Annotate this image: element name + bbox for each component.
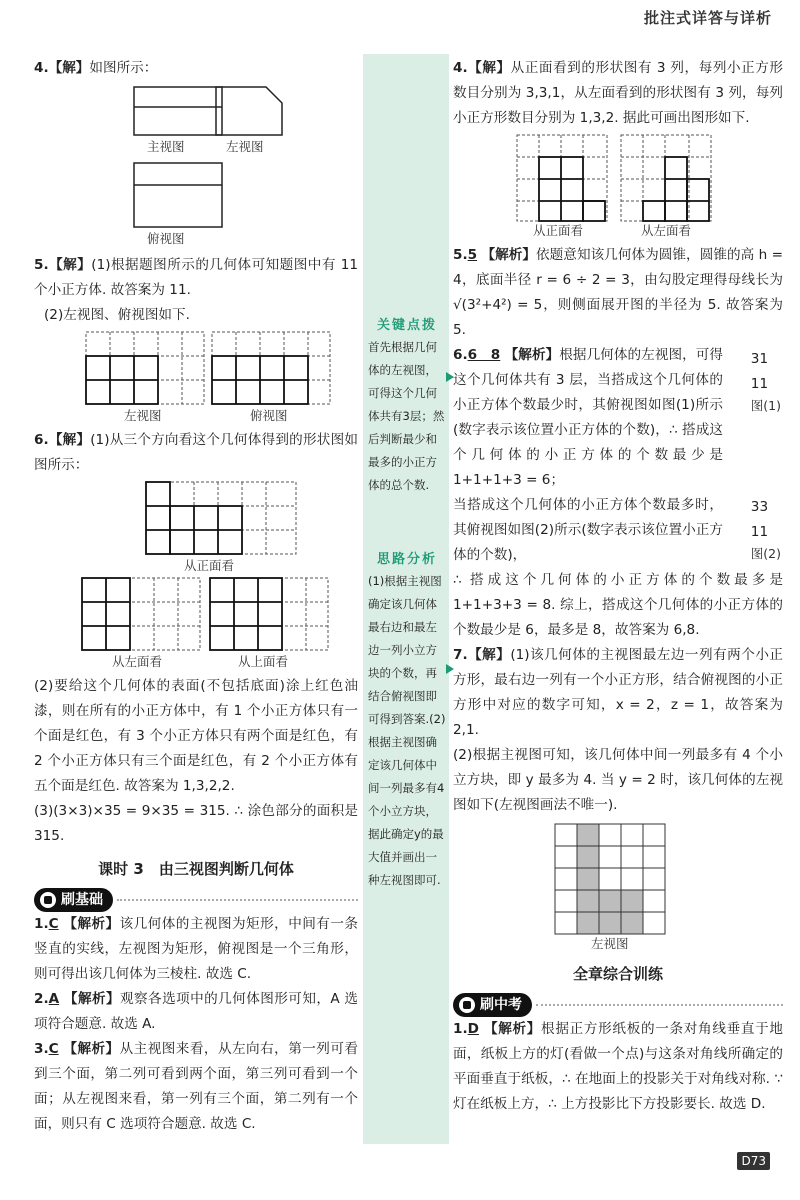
basic-q1: 1.C 【解析】该几何体的主视图为矩形，中间有一条竖直的实线，左视图为矩形，俯视图是一个三角形，则可得出该几何体为三棱柱. 故选 C.	[34, 916, 358, 982]
note-thinking	[366, 550, 448, 892]
basic-q2: 2.A 【解析】观察各选项中的几何体图形可知，A 选项符合题意. 故选 A.	[34, 991, 359, 1032]
r-q6-part2: 当搭成这个几何体的小正方体个数最多时，其俯视图如图(2)所示(数字表示该位置小正方体的个数)，	[453, 497, 723, 563]
q4-figures	[34, 81, 358, 249]
r-question-4: 4.【解】从正面看到的形状图有 3 列，每列小正方形数目分别为 3,3,1，从左面看到的形状图有 3 列，每列小正方形数目分别为 1,3,2. 据此可画出图形如下.	[453, 60, 784, 126]
question-4: 4.【解】如图所示：	[34, 60, 158, 76]
r-q4-caption-left: 从左面看	[641, 223, 692, 238]
r-q4-figures	[453, 131, 783, 243]
brush-icon	[459, 997, 475, 1013]
r-question-6: 6.6 8 【解析】根据几何体的左视图，可得这个几何体共有 3 层，当搭成这个几何体的小正方体个数最少时，其俯视图如图(1)所示(数字表示该位置小正方体的个数)，∴ 搭成这个几何体的小正方体的个数最少是 1+1+1+3 = 6； 3 1 1 1 图(1) 当搭成这个几何体的小正方体个数最多时，其俯视图如图(2)所示(数字表示该位置小正方体的个数)， 3 3 1 1 图(2) ∴ 搭成这个几何体的小正方体的个数最多是 1+1+3+3 = 8. 综上，搭成这个几何体的小正方体的个数最少是 6，最多是 8，故答案为 6,8.	[453, 343, 783, 643]
r-q6-fig1	[751, 347, 781, 415]
q5-figures	[34, 328, 358, 428]
q5-part2: (2)左视图、俯视图如下.	[44, 307, 190, 323]
basic-q3: 3.C 【解析】从主视图来看，从左向右，第一列可看到三个面，第二列可看到两个面，第三列可看到一个面；从左视图来看，第一列有三个面，第二列有一个面，则只有 C 选项符合题意. 故选 C.	[34, 1041, 358, 1132]
q6-caption-top: 从上面看	[238, 654, 289, 669]
caption-top-view: 俯视图	[147, 231, 185, 246]
r-q4-grids	[453, 131, 783, 243]
q5-caption-left: 左视图	[124, 408, 162, 423]
q6-grids	[34, 478, 358, 674]
note-thinking-title: 思路分析	[376, 552, 437, 567]
badge-divider	[536, 1004, 783, 1006]
caption-left-view: 左视图	[226, 139, 264, 154]
r-q7-figure	[453, 818, 783, 954]
q6-figures	[34, 478, 358, 674]
r-q6-part3: ∴ 搭成这个几何体的小正方体的个数最多是 1+1+3+3 = 8. 综上，搭成这个几何体的小正方体的个数最少是 6，最多是 8，故答案为 6,8.	[453, 572, 783, 638]
note-key-tip-text: 首先根据几何体的左视图，可得这个几何体共有3层；然后判断最少和最多的小正方体的总个数.	[368, 340, 445, 492]
running-header: 批注式详答与详析	[643, 9, 772, 27]
note-key-tip	[366, 316, 448, 497]
badge-row-exam	[453, 993, 783, 1017]
brush-icon	[40, 892, 56, 908]
exam-q1: 1.D 【解析】根据正方形纸板的一条对角线垂直于地面，纸板上方的灯(看做一个点)与这条对角线所确定的平面垂直于纸板，∴ 在地面上的投影关于对角线对称. ∵ 灯在纸板上方，∴ 上方投影比下方投影要长. 故选 D.	[453, 1021, 784, 1112]
r-q7-left-view-grid	[453, 818, 783, 954]
r-question-7: 7.【解】(1)该几何体的主视图最左边一列有两个小正方形，最右边一列有一个小正方形，结合俯视图的小正方形中对应的数字可知，x = 2，z = 1，故答案为 2,1.	[453, 647, 783, 738]
caption-front-view: 主视图	[147, 139, 185, 154]
note-key-tip-title: 关键点拨	[376, 318, 437, 333]
right-column	[453, 56, 783, 1117]
q6-caption-left: 从左面看	[112, 654, 163, 669]
badge-row-basic	[34, 888, 358, 912]
q6-part3: (3)(3×3)×35 = 9×35 = 315. ∴ 涂色部分的面积是 315.	[34, 803, 358, 844]
section-title-chapter: 全章综合训练	[572, 965, 663, 983]
r-q4-caption-front: 从正面看	[533, 223, 584, 238]
q4-three-views	[34, 81, 358, 249]
badge-exam: 刷中考	[453, 993, 532, 1017]
question-5: 5.【解】(1)根据题图所示的几何体可知题图中有 11 个小正方体. 故答案为 11.	[34, 257, 358, 298]
page-number: D73	[737, 1152, 770, 1170]
fig2-table: 3 3 1 1	[750, 499, 769, 540]
left-column	[34, 56, 358, 1137]
section-title-lesson3: 课时 3 由三视图判断几何体	[98, 860, 294, 878]
fig2-caption: 图(2)	[750, 546, 781, 561]
r-question-5: 5.5 【解析】依题意知该几何体为圆锥，圆锥的高 h = 4，底面半径 r = 6 ÷ 2 = 3，由勾股定理得母线长为 √(3²+4²) = 5，则侧面展开图的半径为 5. 故答案为 5.	[453, 247, 783, 338]
question-6: 6.【解】(1)从三个方向看这个几何体得到的形状图如图所示：	[34, 432, 358, 473]
q5-caption-top: 俯视图	[250, 408, 288, 423]
q6-caption-front: 从正面看	[184, 558, 235, 573]
fig1-caption: 图(1)	[750, 398, 781, 413]
fig1-table: 3 1 1 1	[750, 351, 769, 392]
r-q7-caption: 左视图	[591, 936, 629, 951]
r-q7-part2: (2)根据主视图可知，该几何体中间一列最多有 4 个小立方块，即 y 最多为 4. 当 y = 2 时，该几何体的左视图如下(左视图画法不唯一).	[453, 747, 783, 813]
q5-grids	[34, 328, 358, 428]
note-thinking-text: (1)根据主视图确定该几何体最右边和最左边一列小立方块的个数，再结合俯视图即可得到答案.(2)根据主视图确定该几何体中间一列最多有4个小立方块，据此确定y的最大值并画出一种左视图即可.	[368, 574, 446, 887]
q6-part2: (2)要给这个几何体的表面(不包括底面)涂上红色油漆，则在所有的小正方体中，有 1 个小正方体只有一个面是红色，有 3 个小正方体只有两个面是红色，有 2 个小正方体只有三个面是红色，有 2 个小正方体有五个面是红色. 故答案为 1,3,2,2.	[34, 678, 358, 794]
badge-basic: 刷基础	[34, 888, 113, 912]
badge-divider	[117, 899, 358, 901]
r-q6-fig2	[751, 495, 781, 563]
